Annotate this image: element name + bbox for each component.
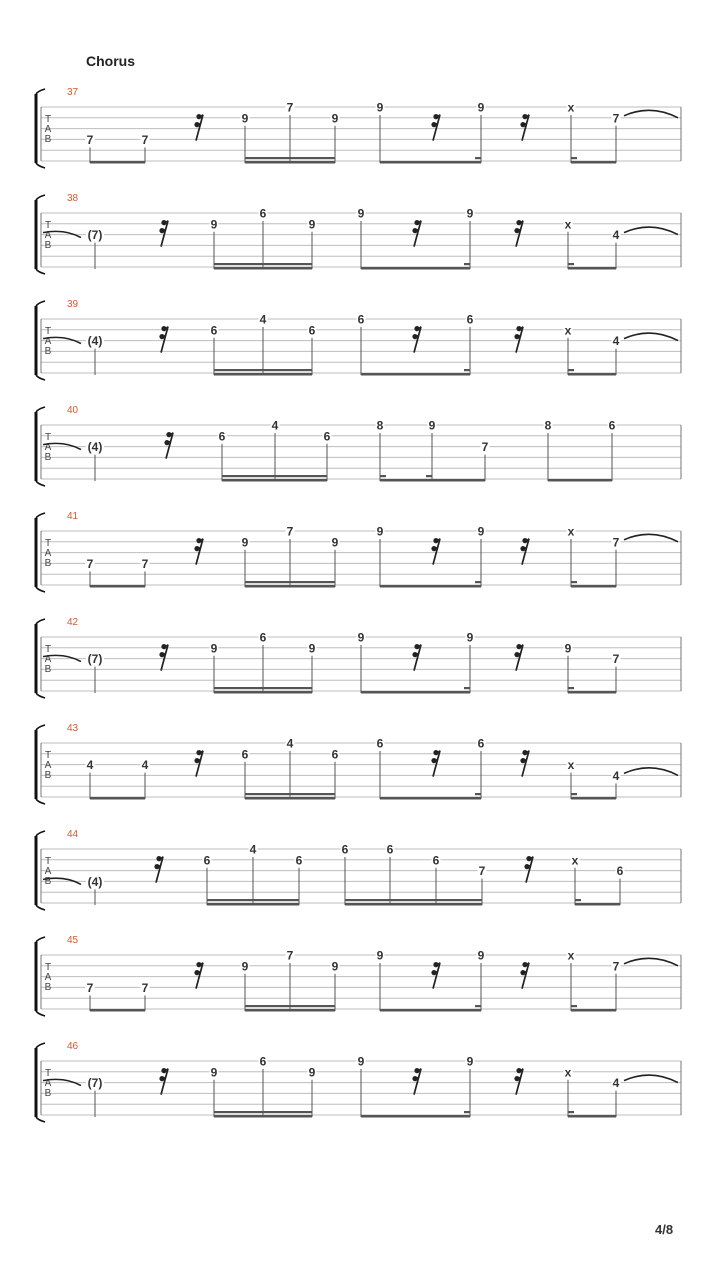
fret-number: 7: [481, 440, 489, 455]
beam-stub: [464, 263, 470, 265]
measure-number: 39: [67, 299, 79, 310]
fret-number: x: [564, 323, 572, 338]
bracket-top-hook: [36, 1043, 45, 1048]
bracket-bottom-hook: [36, 481, 45, 486]
beam-stub: [464, 1111, 470, 1113]
fret-number: 9: [241, 535, 249, 550]
beam-stub: [568, 263, 574, 265]
fret-number: 6: [241, 747, 249, 762]
bracket-top-hook: [36, 89, 45, 94]
fret-number: 9: [466, 630, 474, 645]
fret-number: 7: [86, 980, 94, 995]
fret-number: 7: [286, 524, 294, 539]
fret-number: 9: [308, 217, 316, 232]
fret-number: (7): [87, 1076, 103, 1091]
fret-number: 9: [466, 1054, 474, 1069]
fret-number: 7: [612, 111, 620, 126]
beam-secondary: [345, 899, 482, 901]
beam-stub: [571, 793, 577, 795]
fret-number: 7: [286, 100, 294, 115]
beam-secondary: [245, 157, 335, 159]
tie-out: [624, 1075, 678, 1083]
bracket-top-hook: [36, 937, 45, 942]
fret-number: 9: [357, 1054, 365, 1069]
fret-number: 9: [376, 100, 384, 115]
beam-stub: [475, 1005, 481, 1007]
measure-number: 46: [67, 1041, 79, 1052]
fret-number: 7: [612, 535, 620, 550]
tab-clef-letter: B: [44, 557, 52, 569]
fret-number: x: [567, 100, 575, 115]
fret-number: 7: [86, 132, 94, 147]
beam-primary: [548, 479, 612, 482]
fret-number: 8: [376, 418, 384, 433]
fret-number: 6: [477, 736, 485, 751]
beam-primary: [568, 373, 616, 376]
bracket-top-hook: [36, 513, 45, 518]
tab-clef-letter: A: [44, 547, 52, 559]
bracket-top-hook: [36, 619, 45, 624]
fret-number: 9: [308, 641, 316, 656]
beam-stub: [464, 687, 470, 689]
fret-number: 6: [331, 747, 339, 762]
bracket-bottom-hook: [36, 693, 45, 698]
fret-number: 4: [141, 758, 149, 773]
fret-number: (7): [87, 228, 103, 243]
measure-number: 41: [67, 511, 79, 522]
fret-number: 7: [141, 132, 149, 147]
fret-number: 9: [210, 217, 218, 232]
fret-number: 6: [308, 323, 316, 338]
beam-stub: [571, 157, 577, 159]
beam-secondary: [214, 263, 312, 265]
tab-clef-letter: T: [44, 643, 52, 655]
fret-number: 6: [357, 312, 365, 327]
fret-number: x: [571, 853, 579, 868]
beam-primary: [380, 1009, 481, 1012]
beam-primary: [214, 691, 312, 694]
bracket-top-hook: [36, 831, 45, 836]
bracket-top-hook: [36, 195, 45, 200]
fret-number: 9: [241, 959, 249, 974]
fret-number: 6: [616, 864, 624, 879]
beam-primary: [214, 373, 312, 376]
fret-number: 9: [331, 535, 339, 550]
fret-number: 9: [477, 948, 485, 963]
beam-primary: [571, 797, 616, 800]
tab-clef-letter: B: [44, 451, 52, 463]
fret-number: x: [567, 758, 575, 773]
tab-clef-letter: T: [44, 219, 52, 231]
bracket-bottom-hook: [36, 799, 45, 804]
tie-out: [624, 958, 678, 966]
tab-clef-letter: B: [44, 875, 52, 887]
fret-number: 6: [608, 418, 616, 433]
tie-out: [624, 534, 678, 542]
fret-number: 6: [466, 312, 474, 327]
beam-stub: [575, 899, 581, 901]
bracket-bottom-hook: [36, 905, 45, 910]
fret-number: x: [567, 524, 575, 539]
fret-number: (4): [87, 874, 103, 889]
measure-number: 42: [67, 617, 79, 628]
fret-number: 4: [612, 768, 620, 783]
fret-number: 7: [141, 980, 149, 995]
tab-clef-letter: B: [44, 133, 52, 145]
fret-number: 7: [478, 864, 486, 879]
beam-primary: [245, 585, 335, 588]
bracket-top-hook: [36, 301, 45, 306]
fret-number: 9: [477, 100, 485, 115]
fret-number: 6: [295, 853, 303, 868]
beam-stub: [475, 581, 481, 583]
fret-number: 7: [286, 948, 294, 963]
beam-primary: [214, 1115, 312, 1118]
fret-number: x: [567, 948, 575, 963]
beam-stub: [568, 369, 574, 371]
beam-primary: [361, 1115, 470, 1118]
beam-stub: [380, 475, 386, 477]
measure-number: 44: [67, 829, 79, 840]
tab-system: [36, 935, 681, 1016]
fret-number: 4: [612, 334, 620, 349]
beam-primary: [245, 1009, 335, 1012]
fret-number: 9: [210, 641, 218, 656]
beam-primary: [245, 797, 335, 800]
fret-number: 4: [612, 1076, 620, 1091]
beam-primary: [90, 797, 145, 800]
beam-primary: [222, 479, 327, 482]
fret-number: 7: [612, 959, 620, 974]
fret-number: 9: [357, 630, 365, 645]
fret-number: x: [564, 217, 572, 232]
fret-number: 9: [477, 524, 485, 539]
beam-primary: [90, 1009, 145, 1012]
tab-clef-letter: B: [44, 663, 52, 675]
fret-number: 6: [259, 630, 267, 645]
fret-number: 7: [612, 652, 620, 667]
tab-system: [36, 405, 681, 486]
tab-clef-letter: T: [44, 749, 52, 761]
fret-number: 9: [376, 524, 384, 539]
fret-number: 9: [428, 418, 436, 433]
beam-primary: [575, 903, 620, 906]
beam-primary: [568, 1115, 616, 1118]
fret-number: 4: [259, 312, 267, 327]
section-title: Chorus: [86, 53, 135, 69]
beam-primary: [214, 267, 312, 270]
tab-clef-letter: B: [44, 345, 52, 357]
fret-number: 7: [141, 556, 149, 571]
beam-stub: [464, 369, 470, 371]
fret-number: 4: [249, 842, 257, 857]
fret-number: 6: [386, 842, 394, 857]
beam-stub: [475, 793, 481, 795]
beam-secondary: [207, 899, 299, 901]
beam-primary: [380, 797, 481, 800]
beam-secondary: [245, 581, 335, 583]
tab-clef-letter: B: [44, 769, 52, 781]
fret-number: 6: [323, 429, 331, 444]
fret-number: 9: [564, 641, 572, 656]
tab-clef-letter: A: [44, 865, 52, 877]
beam-secondary: [245, 793, 335, 795]
measure-number: 37: [67, 87, 79, 98]
beam-primary: [207, 903, 299, 906]
fret-number: (4): [87, 440, 103, 455]
tab-clef-letter: B: [44, 239, 52, 251]
beam-primary: [380, 585, 481, 588]
fret-number: 9: [241, 111, 249, 126]
beam-primary: [361, 373, 470, 376]
fret-number: 7: [86, 556, 94, 571]
tab-clef-letter: B: [44, 981, 52, 993]
fret-number: 6: [341, 842, 349, 857]
fret-number: 4: [271, 418, 279, 433]
tab-clef-letter: T: [44, 961, 52, 973]
tab-clef-letter: T: [44, 537, 52, 549]
measure-number: 38: [67, 193, 79, 204]
beam-primary: [571, 1009, 616, 1012]
beam-secondary: [222, 475, 327, 477]
beam-stub: [571, 1005, 577, 1007]
beam-primary: [245, 161, 335, 164]
tab-clef-letter: A: [44, 759, 52, 771]
tab-clef-letter: A: [44, 971, 52, 983]
tab-clef-letter: T: [44, 325, 52, 337]
measure-number: 40: [67, 405, 79, 416]
bracket-bottom-hook: [36, 587, 45, 592]
beam-primary: [568, 691, 616, 694]
fret-number: 9: [308, 1065, 316, 1080]
fret-number: 9: [357, 206, 365, 221]
tab-clef-letter: T: [44, 855, 52, 867]
beam-secondary: [214, 369, 312, 371]
fret-number: 9: [376, 948, 384, 963]
tab-system: [36, 299, 681, 380]
tab-clef-letter: T: [44, 1067, 52, 1079]
bracket-top-hook: [36, 725, 45, 730]
bracket-bottom-hook: [36, 1011, 45, 1016]
beam-primary: [361, 691, 470, 694]
tab-clef-letter: A: [44, 123, 52, 135]
fret-number: 6: [259, 206, 267, 221]
beam-primary: [90, 585, 145, 588]
bracket-bottom-hook: [36, 1117, 45, 1122]
fret-number: 6: [203, 853, 211, 868]
beam-stub: [426, 475, 432, 477]
tab-clef-letter: A: [44, 335, 52, 347]
tab-clef-letter: A: [44, 229, 52, 241]
bracket-bottom-hook: [36, 163, 45, 168]
beam-primary: [90, 161, 145, 164]
measure-number: 45: [67, 935, 79, 946]
fret-number: 6: [218, 429, 226, 444]
tab-clef-letter: A: [44, 1077, 52, 1089]
tab-clef-letter: B: [44, 1087, 52, 1099]
beam-primary: [380, 161, 481, 164]
tie-out: [624, 227, 678, 235]
fret-number: (7): [87, 652, 103, 667]
fret-number: 6: [210, 323, 218, 338]
tie-out: [624, 768, 678, 776]
beam-primary: [380, 479, 485, 482]
fret-number: 9: [466, 206, 474, 221]
beam-stub: [568, 687, 574, 689]
fret-number: 9: [331, 111, 339, 126]
beam-primary: [571, 161, 616, 164]
fret-number: 6: [432, 853, 440, 868]
beam-primary: [361, 267, 470, 270]
fret-number: 6: [259, 1054, 267, 1069]
beam-stub: [475, 157, 481, 159]
fret-number: 4: [86, 758, 94, 773]
beam-primary: [568, 267, 616, 270]
fret-number: (4): [87, 334, 103, 349]
fret-number: 4: [286, 736, 294, 751]
beam-primary: [571, 585, 616, 588]
fret-number: x: [564, 1065, 572, 1080]
bracket-top-hook: [36, 407, 45, 412]
page-number: 4/8: [655, 1222, 674, 1237]
tab-system: [36, 617, 681, 698]
beam-stub: [568, 1111, 574, 1113]
beam-secondary: [245, 1005, 335, 1007]
fret-number: 6: [376, 736, 384, 751]
fret-number: 8: [544, 418, 552, 433]
beam-stub: [571, 581, 577, 583]
tab-system: [36, 87, 681, 168]
fret-number: 9: [210, 1065, 218, 1080]
bracket-bottom-hook: [36, 269, 45, 274]
beam-primary: [345, 903, 482, 906]
tab-system: [36, 1041, 681, 1122]
tab-system: [36, 511, 681, 592]
bracket-bottom-hook: [36, 375, 45, 380]
tab-clef-letter: T: [44, 113, 52, 125]
tab-system: [36, 829, 681, 910]
fret-number: 4: [612, 228, 620, 243]
fret-number: 9: [331, 959, 339, 974]
tie-out: [624, 110, 678, 118]
tab-clef-letter: T: [44, 431, 52, 443]
measure-number: 43: [67, 723, 79, 734]
tie-out: [624, 333, 678, 341]
tab-clef-letter: A: [44, 441, 52, 453]
tab-system: [36, 723, 681, 804]
tab-clef-letter: A: [44, 653, 52, 665]
beam-secondary: [214, 1111, 312, 1113]
tab-system: [36, 193, 681, 274]
beam-secondary: [214, 687, 312, 689]
